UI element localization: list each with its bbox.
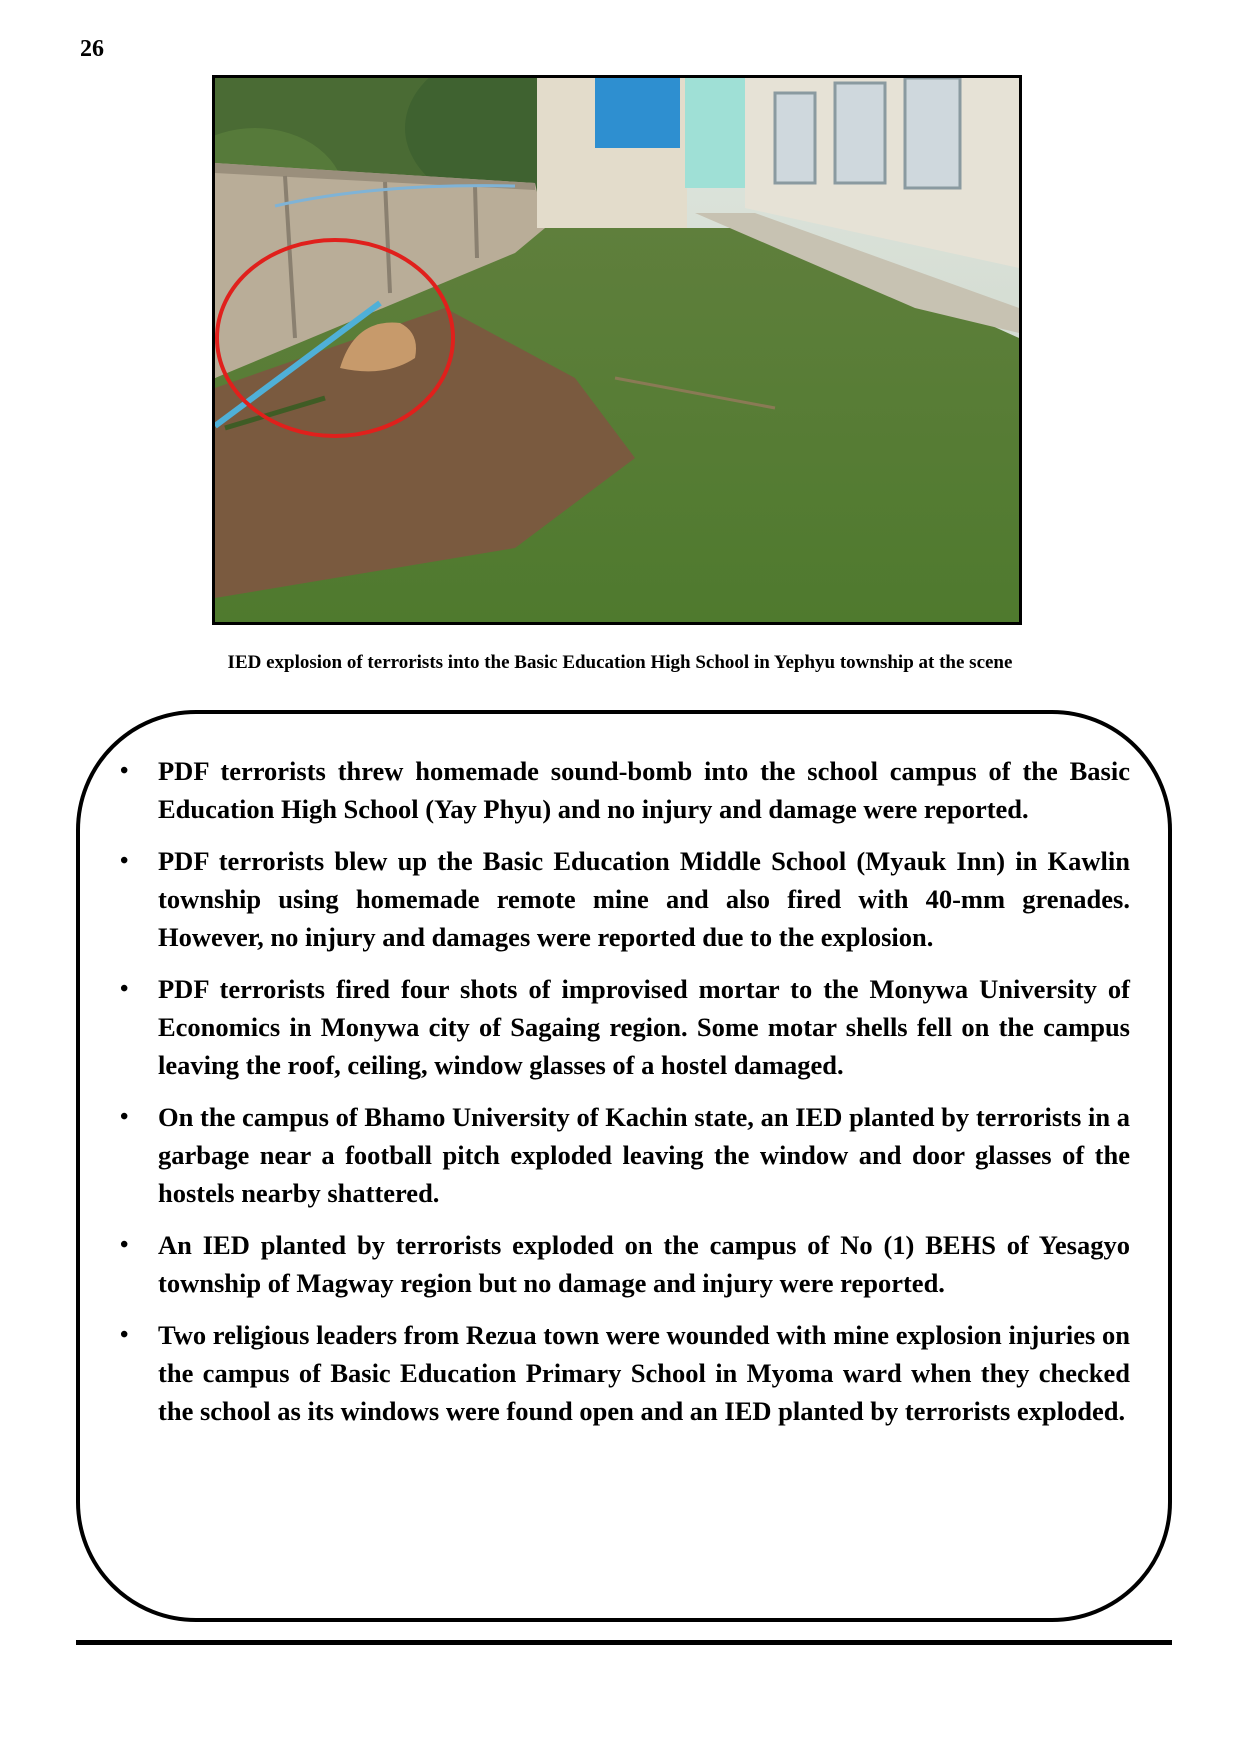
- incident-list: [120, 752, 1130, 1444]
- bottom-rule: [76, 1640, 1172, 1645]
- list-item: [120, 1098, 1130, 1212]
- list-item-text: An IED planted by terrorists exploded on the campus of No (1) BEHS of Yesagyo township of Magway region but no damage and injury were reported.: [158, 1230, 1130, 1298]
- photo-caption: IED explosion of terrorists into the Basic Education High School in Yephyu township at the scene: [227, 652, 1013, 673]
- scene-photo: [212, 75, 1022, 625]
- list-item: [120, 1226, 1130, 1302]
- list-item-text: PDF terrorists blew up the Basic Education Middle School (Myauk Inn) in Kawlin township using homemade remote mine and also fired with 40-mm grenades. However, no injury and damages were reported due to the explosion.: [158, 846, 1130, 952]
- bullet-icon: •: [120, 1104, 129, 1130]
- page-number: 26: [80, 36, 104, 62]
- list-item: [120, 1316, 1130, 1430]
- bullet-icon: •: [120, 758, 129, 784]
- list-item-text: On the campus of Bhamo University of Kachin state, an IED planted by terrorists in a garbage near a football pitch exploded leaving the window and door glasses of the hostels nearby shattered.: [158, 1102, 1130, 1208]
- bullet-icon: •: [120, 848, 129, 874]
- list-item-text: Two religious leaders from Rezua town were wounded with mine explosion injuries on the campus of Basic Education Primary School in Myoma ward when they checked the school as its windows were found open and an IED planted by terrorists exploded.: [158, 1320, 1130, 1426]
- bullet-icon: •: [120, 976, 129, 1002]
- bullet-icon: •: [120, 1322, 129, 1348]
- list-item: [120, 970, 1130, 1084]
- school-yard-photo-image: [215, 78, 1019, 622]
- list-item: [120, 842, 1130, 956]
- list-item-text: PDF terrorists threw homemade sound-bomb into the school campus of the Basic Education High School (Yay Phyu) and no injury and damage were reported.: [158, 756, 1130, 824]
- list-item-text: PDF terrorists fired four shots of improvised mortar to the Monywa University of Economics in Monywa city of Sagaing region. Some motar shells fell on the campus leaving the roof, ceiling, window glasses of a hostel damaged.: [158, 974, 1130, 1080]
- list-item: [120, 752, 1130, 828]
- bullet-icon: •: [120, 1232, 129, 1258]
